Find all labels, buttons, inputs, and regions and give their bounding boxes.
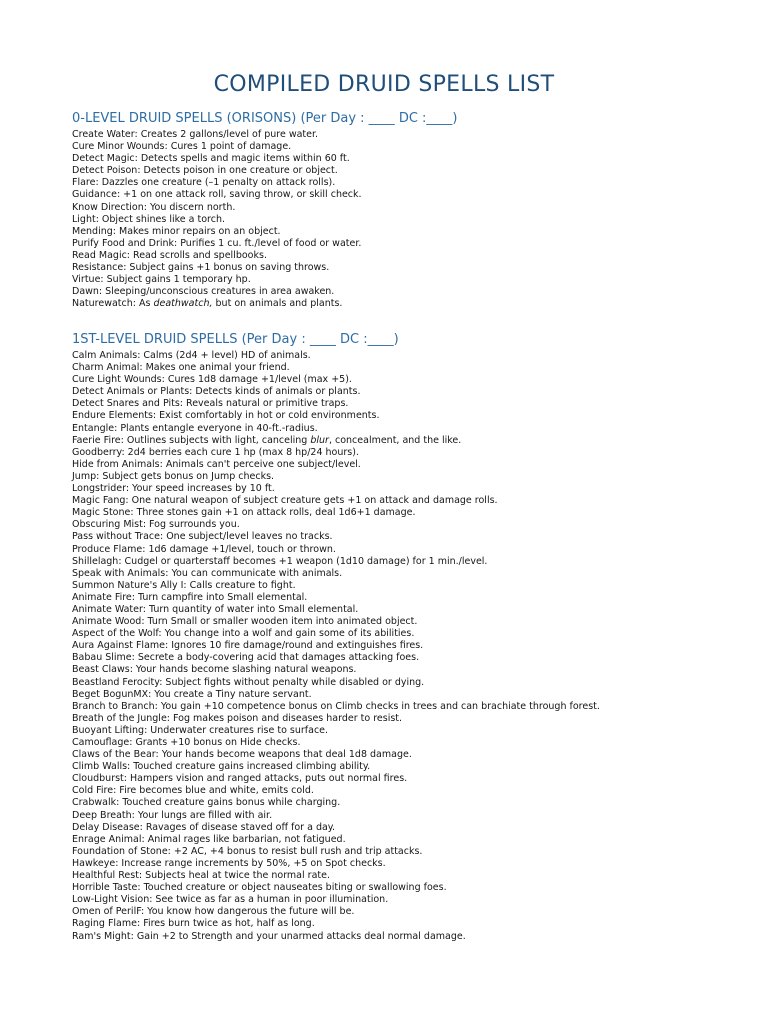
spell-entry: Detect Snares and Pits: Reveals natural or primitive traps. <box>72 398 349 410</box>
spell-reference: blur <box>310 434 329 446</box>
spell-entry: Deep Breath: Your lungs are filled with air. <box>72 809 273 821</box>
spell-entry: Jump: Subject gets bonus on Jump checks. <box>72 470 275 482</box>
first-level-section <box>72 332 712 943</box>
spell-entry: Cold Fire: Fire becomes blue and white, emits cold. <box>72 785 314 797</box>
spell-entry: Animate Fire: Turn campfire into Small elemental. <box>72 591 308 603</box>
spell-entry: Longstrider: Your speed increases by 10 ft. <box>72 483 275 495</box>
spell-entry <box>72 298 712 310</box>
spell-entry: Delay Disease: Ravages of disease staved off for a day. <box>72 821 336 833</box>
spell-entry <box>72 435 712 447</box>
spell-entry: Virtue: Subject gains 1 temporary hp. <box>72 274 251 286</box>
spell-entry: Ram's Might: Gain +2 to Strength and your unarmed attacks deal normal damage. <box>72 930 466 942</box>
spell-entry: Calm Animals: Calms (2d4 + level) HD of animals. <box>72 350 311 361</box>
spell-entry: Light: Object shines like a torch. <box>72 213 225 225</box>
spell-entry: Animate Water: Turn quantity of water into Small elemental. <box>72 603 359 615</box>
page-title: COMPILED DRUID SPELLS LIST <box>213 72 555 97</box>
spell-entry: Charm Animal: Makes one animal your friend. <box>72 362 290 374</box>
spell-entry: Pass without Trace: One subject/level leaves no tracks. <box>72 531 333 543</box>
spell-entry: Cure Minor Wounds: Cures 1 point of damage. <box>72 141 292 153</box>
spell-entry: Flare: Dazzles one creature (–1 penalty on attack rolls). <box>72 177 336 189</box>
spell-entry: Goodberry: 2d4 berries each cure 1 hp (max 8 hp/24 hours). <box>72 446 359 458</box>
spell-entry: Low-Light Vision: See twice as far as a human in poor illumination. <box>72 894 389 906</box>
spell-entry: Detect Magic: Detects spells and magic items within 60 ft. <box>72 153 350 165</box>
spell-entry: Claws of the Bear: Your hands become weapons that deal 1d8 damage. <box>72 749 412 761</box>
spell-reference: deathwatch, <box>153 298 213 310</box>
spell-entry: Branch to Branch: You gain +10 competence bonus on Climb checks in trees and can brachiate through forest. <box>72 700 600 712</box>
spell-entry: Mending: Makes minor repairs on an object. <box>72 225 281 237</box>
spell-entry: Resistance: Subject gains +1 bonus on saving throws. <box>72 262 330 274</box>
spell-entry: Beget BogunMX: You create a Tiny nature servant. <box>72 688 312 700</box>
spell-entry: Aura Against Flame: Ignores 10 fire damage/round and extinguishes fires. <box>72 640 424 652</box>
spell-entry: Camouflage: Grants +10 bonus on Hide checks. <box>72 737 301 748</box>
spell-entry: Crabwalk: Touched creature gains bonus while charging. <box>72 797 341 809</box>
spell-entry: Cure Light Wounds: Cures 1d8 damage +1/level (max +5). <box>72 374 352 386</box>
spell-entry: Obscuring Mist: Fog surrounds you. <box>72 519 240 531</box>
spell-entry: Know Direction: You discern north. <box>72 201 236 213</box>
spell-entry: Healthful Rest: Subjects heal at twice the normal rate. <box>72 870 330 882</box>
spell-entry: Breath of the Jungle: Fog makes poison and diseases harder to resist. <box>72 712 403 724</box>
spell-text: Naturewatch: As <box>72 298 154 310</box>
spell-entry: Cloudburst: Hampers vision and ranged attacks, puts out normal fires. <box>72 773 408 785</box>
spell-entry: Beast Claws: Your hands become slashing natural weapons. <box>72 664 357 676</box>
spell-entry: Aspect of the Wolf: You change into a wolf and gain some of its abilities. <box>72 628 415 640</box>
spell-entry: Detect Poison: Detects poison in one creature or object. <box>72 165 338 177</box>
spell-entry: Summon Nature's Ally I: Calls creature to fight. <box>72 579 296 591</box>
spell-list <box>72 129 712 310</box>
spell-entry: Create Water: Creates 2 gallons/level of pure water. <box>72 129 319 140</box>
spell-entry: Raging Flame: Fires burn twice as hot, half as long. <box>72 918 315 930</box>
spell-entry: Detect Animals or Plants: Detects kinds of animals or plants. <box>72 386 361 398</box>
spell-entry: Speak with Animals: You can communicate with animals. <box>72 567 343 579</box>
spell-entry: Omen of PerilF: You know how dangerous the future will be. <box>72 906 355 918</box>
spell-entry: Beastland Ferocity: Subject fights without penalty while disabled or dying. <box>72 676 425 688</box>
spell-entry: Horrible Taste: Touched creature or object nauseates biting or swallowing foes. <box>72 882 447 894</box>
spell-entry: Endure Elements: Exist comfortably in hot or cold environments. <box>72 410 380 422</box>
section-heading: 0-LEVEL DRUID SPELLS (ORISONS) (Per Day : ____ DC :____) <box>72 111 458 126</box>
spell-entry: Guidance: +1 on one attack roll, saving throw, or skill check. <box>72 189 362 201</box>
spell-entry: Shillelagh: Cudgel or quarterstaff becomes +1 weapon (1d10 damage) for 1 min./level. <box>72 555 488 567</box>
spell-list <box>72 350 712 943</box>
spell-entry: Read Magic: Read scrolls and spellbooks. <box>72 249 267 261</box>
spell-entry: Hide from Animals: Animals can't perceive one subject/level. <box>72 458 361 470</box>
spell-entry: Produce Flame: 1d6 damage +1/level, touch or thrown. <box>72 543 336 555</box>
section-heading: 1ST-LEVEL DRUID SPELLS (Per Day : ____ DC :____) <box>72 332 399 347</box>
spell-entry: Babau Slime: Secrete a body-covering acid that damages attacking foes. <box>72 652 420 664</box>
spell-text: Faerie Fire: Outlines subjects with light, canceling <box>72 434 311 446</box>
spell-entry: Purify Food and Drink: Purifies 1 cu. ft./level of food or water. <box>72 237 362 249</box>
spell-entry: Entangle: Plants entangle everyone in 40-ft.-radius. <box>72 422 318 434</box>
spell-entry: Dawn: Sleeping/unconscious creatures in area awaken. <box>72 286 335 298</box>
spell-text: , concealment, and the like. <box>328 434 462 446</box>
spell-entry: Enrage Animal: Animal rages like barbarian, not fatigued. <box>72 833 346 845</box>
spell-entry: Animate Wood: Turn Small or smaller wooden item into animated object. <box>72 616 418 628</box>
spell-entry: Climb Walls: Touched creature gains increased climbing ability. <box>72 761 371 773</box>
spell-entry: Magic Fang: One natural weapon of subject creature gets +1 on attack and damage rolls. <box>72 495 498 507</box>
spell-text: but on animals and plants. <box>212 298 343 310</box>
spell-entry: Buoyant Lifting: Underwater creatures rise to surface. <box>72 724 329 736</box>
orisons-section <box>72 111 712 310</box>
spell-entry: Magic Stone: Three stones gain +1 on attack rolls, deal 1d6+1 damage. <box>72 507 416 519</box>
spell-entry: Hawkeye: Increase range increments by 50%, +5 on Spot checks. <box>72 857 386 869</box>
spell-entry: Foundation of Stone: +2 AC, +4 bonus to resist bull rush and trip attacks. <box>72 845 423 857</box>
